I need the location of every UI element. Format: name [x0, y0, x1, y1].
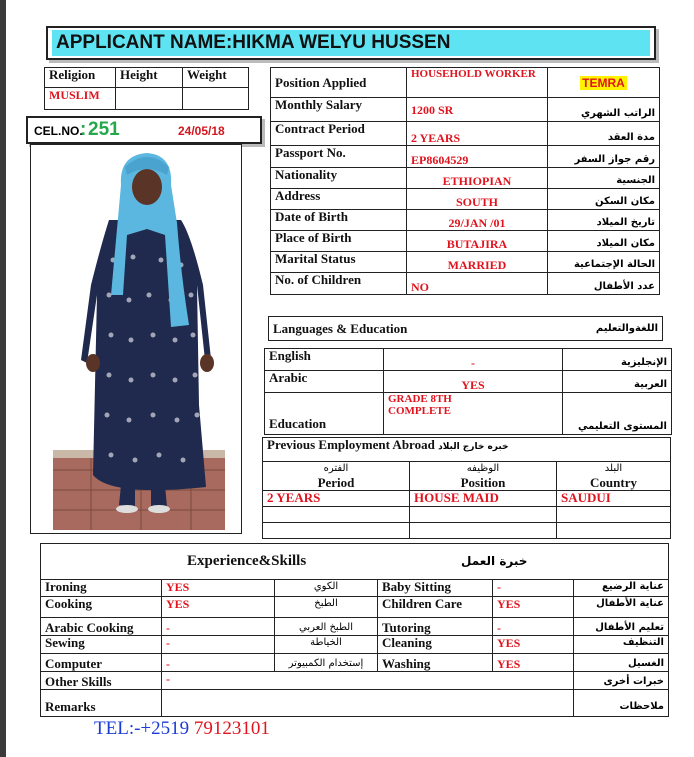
skill-label: Tutoring	[378, 618, 493, 636]
remarks-arabic: ملاحظات	[574, 690, 669, 717]
applicant-name-banner	[46, 26, 656, 60]
skill-value: -	[493, 618, 574, 636]
education-label: Education	[265, 393, 384, 435]
height-label: Height	[116, 68, 183, 88]
position-arabic: الوظيفه	[466, 463, 500, 474]
skill-row	[41, 636, 669, 654]
cel-date: 24/05/18	[178, 124, 225, 138]
languages-heading: Languages & Education	[269, 317, 533, 341]
religion-label: Religion	[45, 68, 116, 88]
detail-arabic: مكان الميلاد	[548, 231, 660, 252]
details-row	[271, 168, 660, 189]
employment-row	[263, 491, 671, 507]
other-skills-row	[41, 672, 669, 690]
language-label: English	[265, 349, 384, 371]
details-row	[271, 146, 660, 168]
details-table	[270, 67, 660, 295]
remarks-row	[41, 690, 669, 717]
employment-period: 2 YEARS	[263, 491, 410, 507]
details-row	[271, 68, 660, 98]
skill-label: Baby Sitting	[378, 580, 493, 597]
languages-heading-arabic: اللغةوالتعليم	[532, 317, 662, 341]
language-row	[265, 371, 672, 393]
employment-heading-arabic: خبره خارج البلاد	[438, 442, 509, 452]
skill-label: Cooking	[41, 597, 162, 618]
detail-label: Marital Status	[271, 252, 407, 273]
detail-value: NO	[407, 273, 548, 295]
detail-arabic: مكان السكن	[548, 189, 660, 210]
skill-arabic: الطبخ العربي	[275, 618, 378, 636]
detail-value: BUTAJIRA	[407, 231, 548, 252]
employment-heading-cell	[263, 438, 671, 462]
remarks-label: Remarks	[41, 690, 162, 717]
details-row	[271, 273, 660, 295]
skills-heading: Experience&Skills	[187, 553, 307, 569]
skill-arabic: التنظيف	[574, 636, 669, 654]
cel-number-box	[26, 116, 262, 144]
language-arabic: الإنجليزية	[563, 349, 672, 371]
basic-info-table	[44, 67, 249, 110]
detail-arabic: تاريخ الميلاد	[548, 210, 660, 231]
position-highlight: TEMRA	[582, 75, 625, 90]
employment-country: SAUDUI	[557, 491, 671, 507]
skill-value: YES	[493, 654, 574, 672]
language-label: Arabic	[265, 371, 384, 393]
detail-value: 29/JAN /01	[407, 210, 548, 231]
detail-arabic: الحالة الإجتماعية	[548, 252, 660, 273]
employment-col-country	[557, 462, 671, 491]
skill-arabic: الغسيل	[574, 654, 669, 672]
left-edge-bar	[0, 0, 6, 757]
cel-number: 251	[88, 119, 120, 140]
employment-position: HOUSE MAID	[410, 491, 557, 507]
detail-arabic: مدة العقد	[548, 122, 660, 146]
language-value: YES	[384, 371, 563, 393]
education-text: GRADE 8TH COMPLETE	[388, 393, 452, 417]
detail-label: Place of Birth	[271, 231, 407, 252]
skill-value: -	[493, 580, 574, 597]
detail-extra	[548, 68, 660, 98]
detail-arabic: عدد الأطفال	[548, 273, 660, 295]
skill-value: -	[162, 618, 275, 636]
skill-value: -	[162, 654, 275, 672]
skill-value: YES	[162, 580, 275, 597]
other-skills-value: -	[162, 672, 574, 690]
remarks-value	[162, 690, 574, 717]
applicant-photo-image	[31, 145, 241, 533]
skill-arabic: تعليم الأطفال	[574, 618, 669, 636]
detail-arabic: رقم جواز السفر	[548, 146, 660, 168]
detail-value: ETHIOPIAN	[407, 168, 548, 189]
cel-separator: :	[80, 119, 87, 140]
skill-label: Children Care	[378, 597, 493, 618]
detail-value: SOUTH	[407, 189, 548, 210]
language-row	[265, 349, 672, 371]
detail-label: Contract Period	[271, 122, 407, 146]
skills-heading-arabic: خبرة العمل	[461, 554, 528, 568]
skill-arabic: الكوي	[275, 580, 378, 597]
language-value: -	[384, 349, 563, 371]
period-arabic: الفتره	[323, 463, 349, 474]
skill-arabic: الخياطة	[275, 636, 378, 654]
skill-row	[41, 597, 669, 618]
other-skills-label: Other Skills	[41, 672, 162, 690]
position-header: Position	[460, 475, 506, 490]
skill-label: Cleaning	[378, 636, 493, 654]
other-skills-arabic: خبرات أخرى	[574, 672, 669, 690]
skills-table	[40, 543, 669, 717]
languages-table	[264, 348, 672, 435]
skill-row	[41, 654, 669, 672]
skill-value: -	[162, 636, 275, 654]
detail-label: No. of Children	[271, 273, 407, 295]
weight-value	[183, 88, 249, 110]
details-row	[271, 189, 660, 210]
languages-heading-box	[268, 316, 663, 341]
applicant-name: APPLICANT NAME:HIKMA WELYU HUSSEN	[52, 30, 650, 56]
employment-heading: Previous Employment Abroad	[267, 437, 435, 452]
skill-row	[41, 618, 669, 636]
detail-label: Position Applied	[271, 68, 407, 98]
skill-value: YES	[493, 597, 574, 618]
detail-arabic: الجنسية	[548, 168, 660, 189]
skill-value: YES	[162, 597, 275, 618]
detail-arabic: الراتب الشهري	[548, 98, 660, 122]
employment-col-position	[410, 462, 557, 491]
employment-col-period	[263, 462, 410, 491]
employment-table	[262, 437, 671, 539]
detail-value: 2 YEARS	[407, 122, 548, 146]
education-arabic: المستوى التعليمي	[563, 393, 672, 435]
detail-value: EP8604529	[407, 146, 548, 168]
period-header: Period	[317, 475, 355, 490]
skill-arabic: عناية الأطفال	[574, 597, 669, 618]
detail-label: Passport No.	[271, 146, 407, 168]
height-value	[116, 88, 183, 110]
details-row	[271, 252, 660, 273]
detail-value: MARRIED	[407, 252, 548, 273]
details-row	[271, 210, 660, 231]
details-row	[271, 231, 660, 252]
country-header: Country	[590, 475, 637, 490]
skill-label: Sewing	[41, 636, 162, 654]
detail-label: Nationality	[271, 168, 407, 189]
telephone-prefix: TEL:-+2519	[94, 718, 194, 739]
cel-label: CEL.NO.	[34, 124, 83, 138]
weight-label: Weight	[183, 68, 249, 88]
skill-label: Computer	[41, 654, 162, 672]
applicant-photo	[30, 144, 242, 534]
details-row	[271, 122, 660, 146]
detail-label: Monthly Salary	[271, 98, 407, 122]
detail-value: HOUSEHOLD WORKER	[407, 68, 548, 98]
detail-value: 1200 SR	[407, 98, 548, 122]
detail-label: Date of Birth	[271, 210, 407, 231]
language-arabic: العربية	[563, 371, 672, 393]
religion-value: MUSLIM	[45, 88, 116, 110]
telephone-number: 79123101	[193, 718, 270, 739]
skill-row	[41, 580, 669, 597]
education-value	[384, 393, 563, 435]
skills-heading-cell	[41, 544, 669, 580]
skill-arabic: الطبخ	[275, 597, 378, 618]
skill-arabic: إستخدام الكمبيوتر	[275, 654, 378, 672]
skill-value: YES	[493, 636, 574, 654]
education-row	[265, 393, 672, 435]
telephone	[94, 718, 270, 740]
skill-label: Arabic Cooking	[41, 618, 162, 636]
skill-label: Ironing	[41, 580, 162, 597]
skill-label: Washing	[378, 654, 493, 672]
detail-label: Address	[271, 189, 407, 210]
details-row	[271, 98, 660, 122]
country-arabic: البلد	[604, 463, 623, 474]
skill-arabic: عناية الرضيع	[574, 580, 669, 597]
